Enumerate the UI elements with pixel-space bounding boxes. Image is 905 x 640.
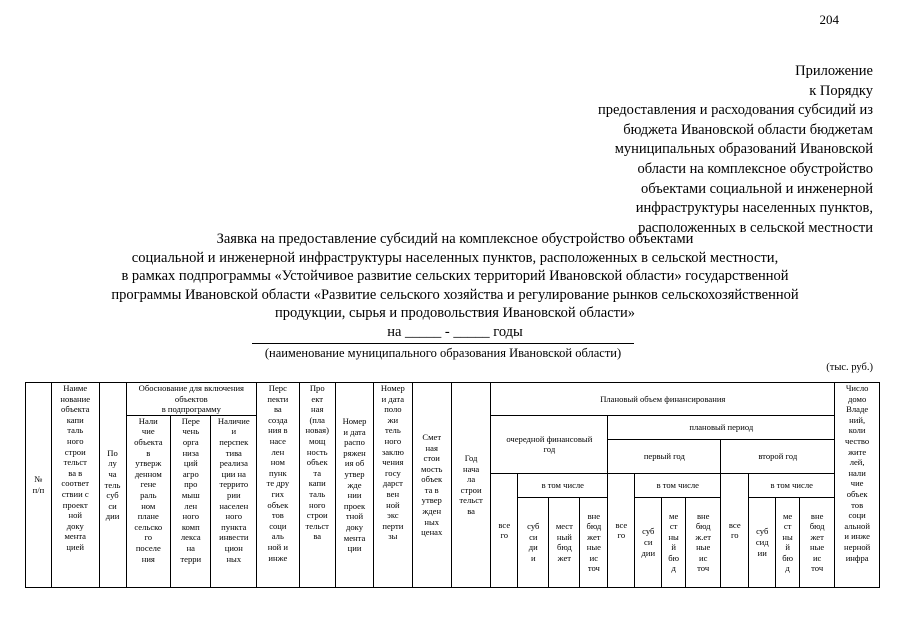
title-line: в рамках подпрограммы «Устойчивое развитие сельских территорий Ивановской области» государственной	[121, 268, 789, 284]
header-extra-current: вне бюд жет ные ис точ	[580, 497, 608, 587]
header-subsidy-first: суб си дии	[635, 497, 662, 587]
header-recipient: По лу ча тель суб си дии	[99, 383, 126, 588]
header-total-current: все го	[491, 473, 518, 587]
header-start-year: Год нача ла строи тельст ва	[451, 383, 490, 588]
header-approval-order: Номер и дата распо ряжен ия об утвер жде нии проек тной доку мента ции	[335, 383, 373, 588]
header-just-investment: Наличие и перспек тива реализа ции на террито рии населен ного пункта инвести цион ных	[211, 415, 257, 587]
header-project-capacity: Про ект ная (пла новая) мощ ность объек та капи таль ного строи тельст ва	[299, 383, 335, 588]
appendix-line: к Порядку	[809, 82, 873, 99]
appendix-header	[598, 62, 873, 238]
header-number: № п/п	[26, 383, 52, 588]
header-object-name: Наиме нование объекта капи таль ного строи тельст ва в соответ ствии с проект ной доку мента цией	[51, 383, 99, 588]
title-line: программы Ивановской области «Развитие сельского хозяйства и регулирование рынков сельскохозяйственной	[111, 286, 799, 303]
title-line: на _____ - _____ годы	[387, 323, 523, 340]
appendix-line: Приложение	[795, 63, 873, 79]
municipality-caption: (наименование муниципального образования Ивановской области)	[264, 346, 622, 360]
page-number: 204	[819, 12, 839, 27]
header-prospects: Перс пекти ва созда ния в насе лен ном пунк те дру гих объек тов соци аль ной и инже	[257, 383, 299, 588]
header-just-plan: Нали чие объекта в утверж денном гене раль ном плане сельско го поселе ния	[126, 415, 171, 587]
header-planned-financing: Плановый объем финансирования	[491, 383, 835, 416]
header-in-that-number-first: в том числе	[635, 473, 721, 497]
appendix-line: бюджета Ивановской области бюджетам	[623, 121, 873, 138]
municipality-underline	[252, 343, 634, 344]
header-total-first: все го	[608, 473, 635, 587]
appendix-line: объектами социальной и инженерной	[641, 180, 873, 197]
header-estimated-cost: Смет ная стои мость объек та в утвер жден ных ценах	[412, 383, 451, 588]
header-plan-period: плановый период	[608, 415, 835, 439]
appendix-line: предоставления и расходования субсидий из	[597, 102, 873, 119]
header-first-year: первый год	[608, 439, 721, 473]
title-line: продукции, сырья и продовольствия Ивановской области»	[275, 305, 635, 321]
appendix-line: расположенных в сельской местности	[638, 219, 873, 236]
header-second-year: второй год	[721, 439, 835, 473]
document-title	[20, 230, 890, 341]
header-expertise: Номер и дата поло жи тель ного заклю чения госу дарст вен ной экс перти зы	[374, 383, 412, 588]
header-total-second: все го	[721, 473, 749, 587]
header-subsidy-current: суб си ди и	[518, 497, 549, 587]
header-local-first: ме ст ны й бю д	[662, 497, 686, 587]
title-line: социальной и инженерной инфраструктуры населенных пунктов, расположенных в сельской местности,	[131, 249, 779, 266]
header-local-current: мест ный бюд жет	[549, 497, 580, 587]
title-line: Заявка на предоставление субсидий на комплексное обустройство объектами	[216, 231, 694, 247]
header-current-year: очередной финансовый год	[491, 415, 608, 473]
header-justification-group: Обоснование для включения объектов в подпрограмму	[126, 383, 257, 416]
header-extra-first: вне бюд ж.ет ные ис точ	[686, 497, 721, 587]
header-in-that-number-current: в том числе	[518, 473, 608, 497]
units-label: (тыс. руб.)	[826, 362, 873, 373]
header-extra-second: вне бюд жет ные ис точ	[800, 497, 835, 587]
header-just-agro: Пере чень орга низа ций агро про мыш лен ного комп лекса на терри	[171, 415, 211, 587]
appendix-line: муниципальных образований Ивановской	[614, 141, 873, 158]
header-residents: Число домо Владе ний, коли чество жите лей, нали чие объек тов соци альной и инже нерной инфра	[835, 383, 880, 588]
header-local-second: ме ст ны й бю д	[776, 497, 800, 587]
appendix-line: инфраструктуры населенных пунктов,	[635, 200, 873, 217]
appendix-line: области на комплексное обустройство	[637, 160, 873, 177]
header-in-that-number-second: в том числе	[749, 473, 835, 497]
header-subsidy-second: суб сид ии	[749, 497, 776, 587]
application-table	[25, 382, 880, 588]
